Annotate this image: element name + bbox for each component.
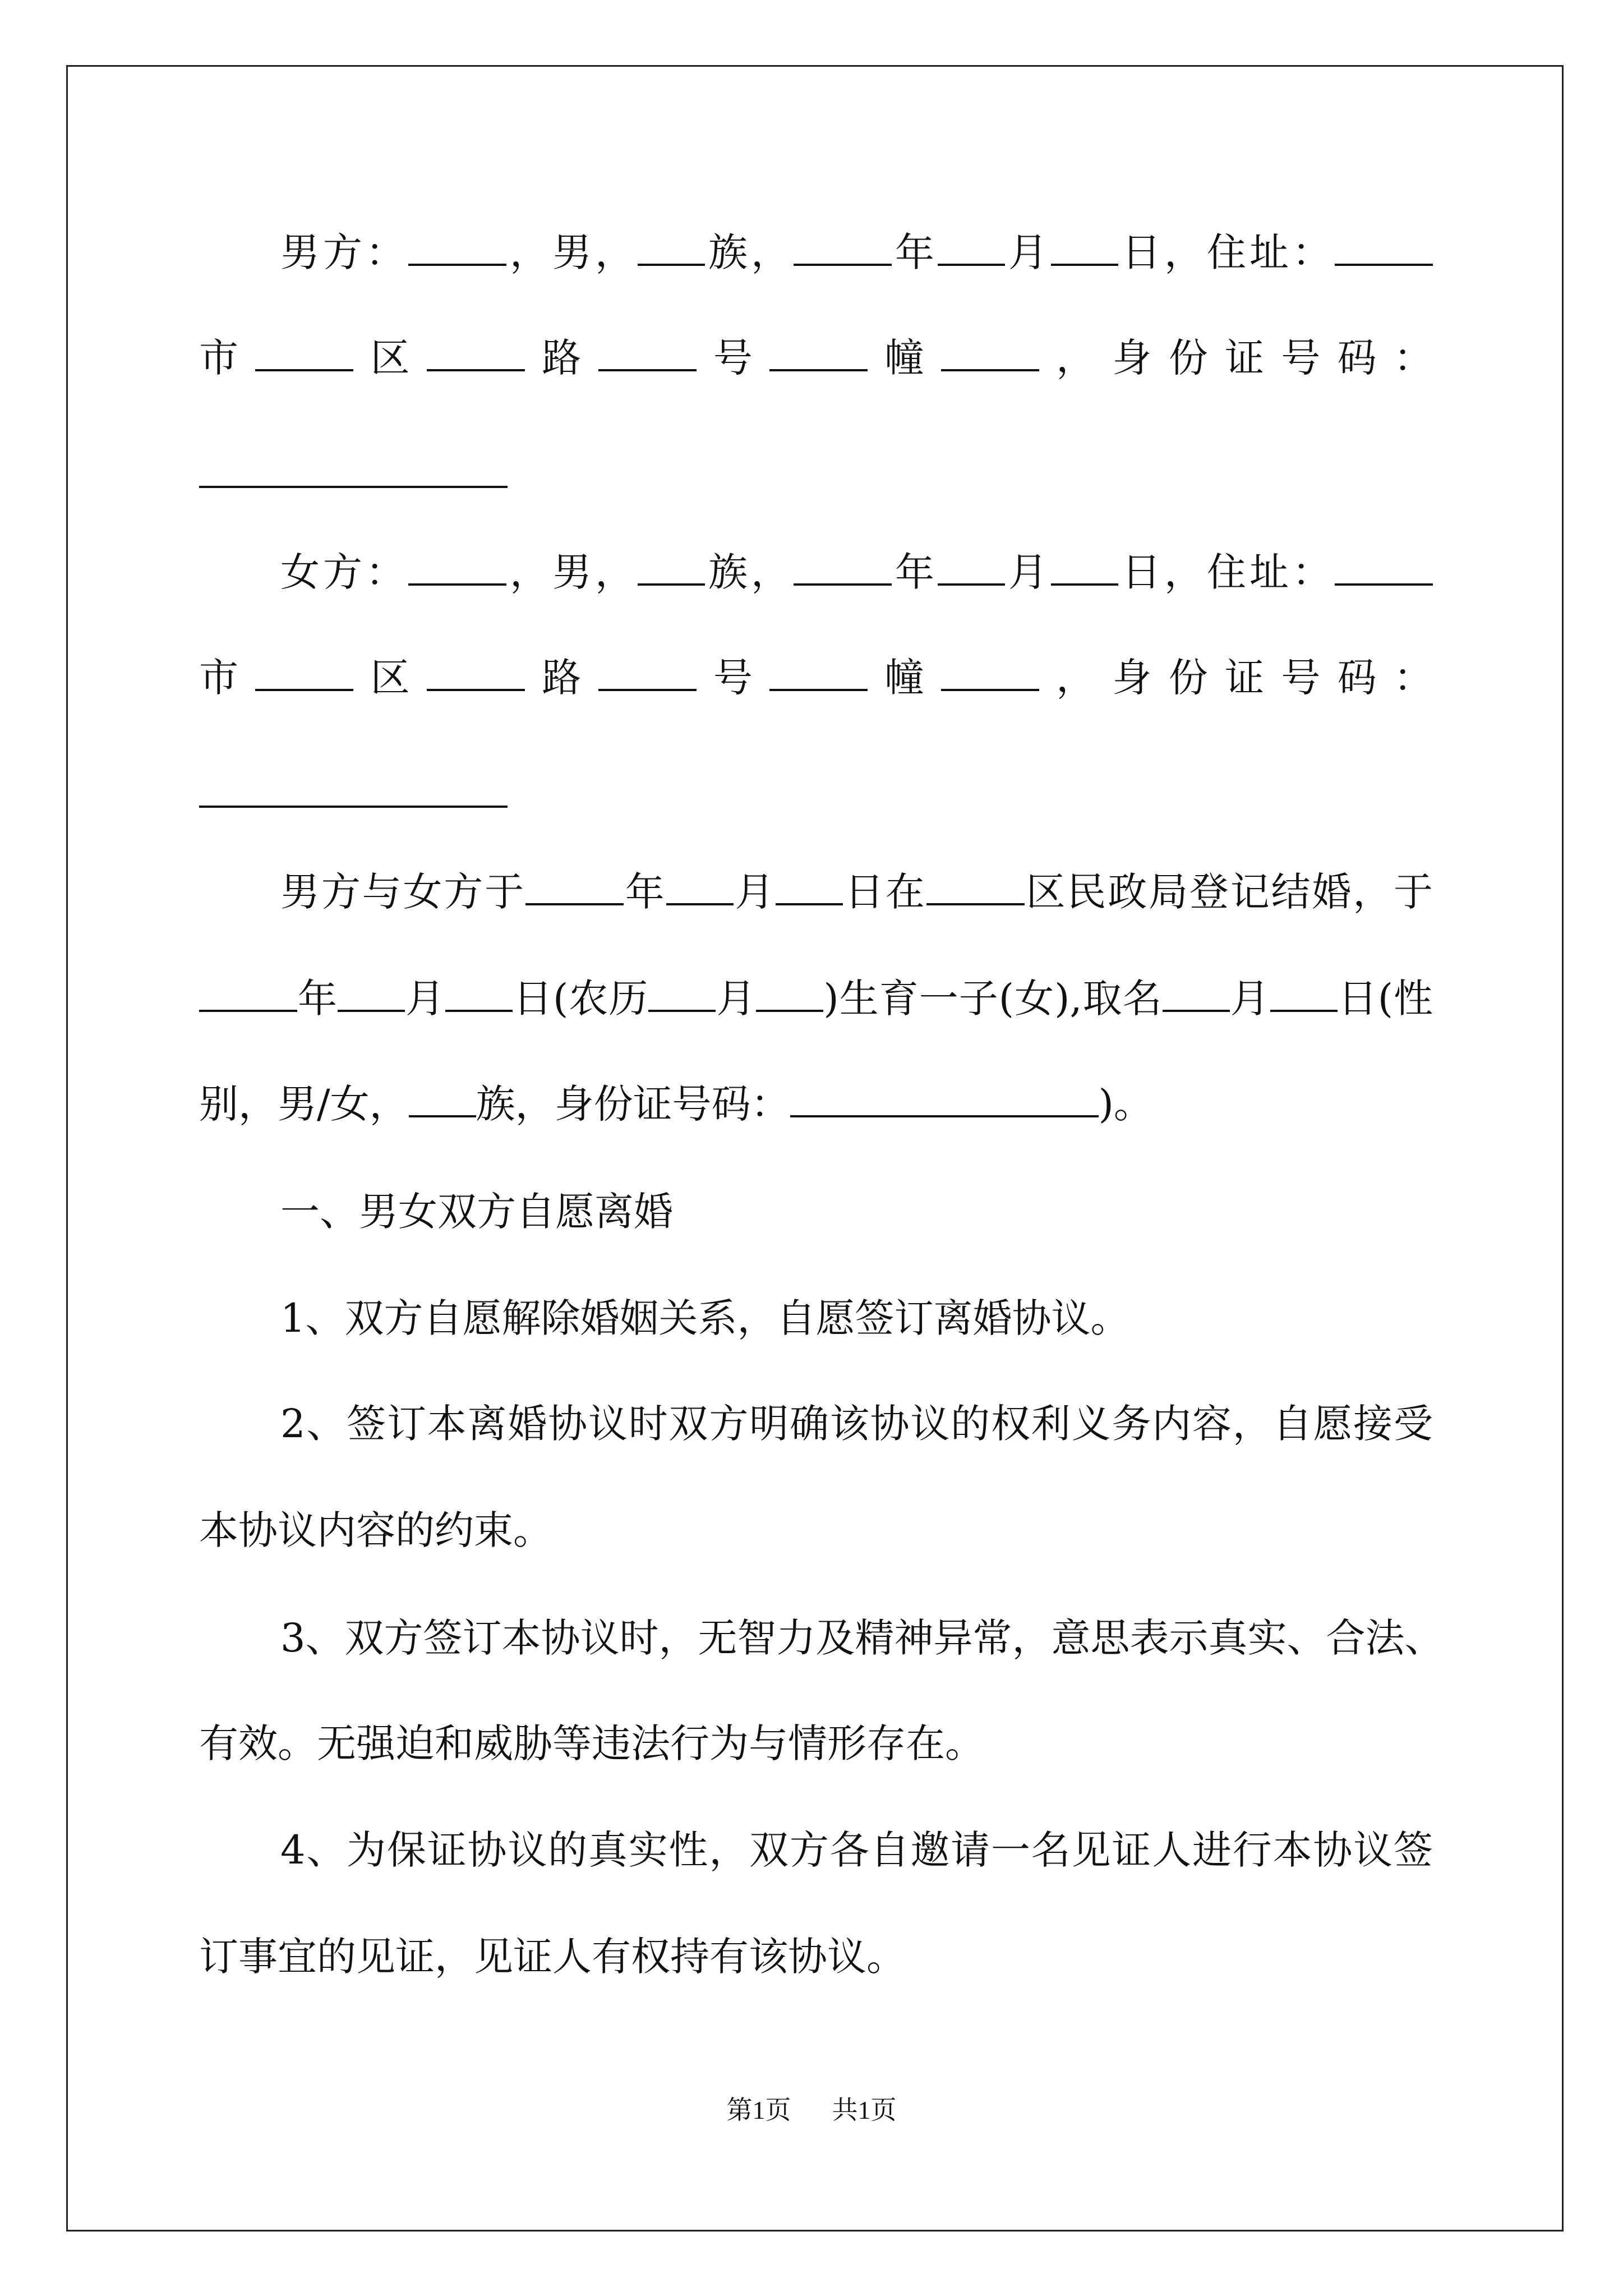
text-span: ，身份证号码： [1039,335,1433,381]
text-span: 年 [892,549,938,595]
text-span: 日(性 [1337,976,1433,1022]
blank-field [1270,975,1338,1012]
text-span: 月 [733,869,776,915]
text-span: 月 [405,976,446,1022]
blank-field [938,549,1005,586]
clause-2-line-2: 本协议内容的约束。 [199,1507,552,1553]
text-span: 幢 [868,655,941,701]
marriage-line-3 [199,1079,1433,1129]
text-span: 年 [623,869,666,915]
clause-3-line-1: 3、双方签订本协议时，无智力及精神异常，意思表示真实、合法、 [280,1615,1444,1661]
marriage-line-2 [199,973,1433,1024]
text-span: 月 [716,976,757,1022]
page-number: 第1页 [726,2096,791,2124]
blank-field [941,334,1039,371]
blank-field [408,229,506,266]
blank-field [408,549,506,586]
blank-field [756,975,823,1012]
blank-field [638,549,705,586]
clause-2-line-1: 2、签订本离婚协议时双方明确该协议的权利义务内容，自愿接受 [280,1401,1433,1447]
total-pages: 共1页 [832,2096,897,2124]
blank-field [790,1080,1099,1117]
blank-field [941,654,1039,691]
blank-field [794,229,892,266]
clause-4-line-1: 4、为保证协议的真实性，双方各自邀请一名见证人进行本协议签 [280,1827,1433,1873]
text-span: 路 [524,335,598,381]
text-span: 号 [696,655,770,701]
text-span: 年 [297,976,338,1022]
blank-field [769,334,868,371]
blank-field [769,654,868,691]
blank-field [1335,229,1433,266]
clause-4-line-2: 订事宜的见证，见证人有权持有该协议。 [199,1934,906,1980]
female-party-line-1 [199,547,1433,597]
text-span: 日在 [843,869,926,915]
text-span: )。 [1098,1081,1153,1127]
blank-field [598,654,697,691]
text-span: ，男， [506,229,638,275]
clause-1: 1、双方自愿解除婚姻关系，自愿签订离婚协议。 [280,1295,1130,1341]
text-span: 族， [705,549,794,595]
blank-field [255,654,353,691]
text-span: 男方与女方于 [280,869,525,915]
blank-field [1163,975,1230,1012]
blank-field [427,654,525,691]
text-span: 路 [524,655,598,701]
text-span: )生育一子(女),取名 [823,976,1163,1022]
blank-field [776,868,843,905]
page-footer [0,2093,1623,2127]
blank-field [525,868,624,905]
male-party-line-1 [199,227,1433,278]
marriage-line-1 [199,867,1433,917]
text-span: 年 [892,229,938,275]
text-span: 月 [1229,976,1270,1022]
blank-field [1051,549,1118,586]
blank-field [1051,229,1118,266]
text-span: 男方： [280,229,408,275]
text-span: 族， [705,229,794,275]
text-span: ，男， [506,549,638,595]
blank-field [1335,549,1433,586]
blank-field [199,975,297,1012]
text-span: 别，男/女， [199,1081,409,1127]
text-span: 幢 [868,335,941,381]
blank-field [427,334,525,371]
blank-field [255,334,353,371]
text-span: 女方： [280,549,408,595]
text-span: 日，住址： [1118,229,1335,275]
text-span: 月 [1005,229,1051,275]
page-border [66,65,1564,2231]
blank-field [409,1080,476,1117]
text-span: 号 [696,335,770,381]
text-span: 族，身份证号码： [476,1081,790,1127]
text-span: 日(农历 [513,976,649,1022]
text-span: 区民政局登记结婚，于 [1024,869,1433,915]
text-span: 市 [199,655,256,701]
text-span: 日，住址： [1118,549,1335,595]
male-party-line-2 [199,333,1433,383]
section-heading: 一、男女双方自愿离婚 [280,1189,673,1235]
text-span: ，身份证号码： [1039,655,1433,701]
text-span: 市 [199,335,256,381]
male-id-number-blank [199,486,508,488]
clause-3-line-2: 有效。无强迫和威胁等违法行为与情形存在。 [199,1720,984,1766]
female-party-line-2 [199,652,1433,703]
text-span: 月 [1005,549,1051,595]
female-id-number-blank [199,806,508,808]
text-span: 区 [353,335,427,381]
blank-field [666,868,734,905]
blank-field [598,334,697,371]
blank-field [926,868,1025,905]
blank-field [938,229,1005,266]
blank-field [794,549,892,586]
blank-field [338,975,405,1012]
blank-field [648,975,716,1012]
blank-field [445,975,513,1012]
blank-field [638,229,705,266]
text-span: 区 [353,655,427,701]
